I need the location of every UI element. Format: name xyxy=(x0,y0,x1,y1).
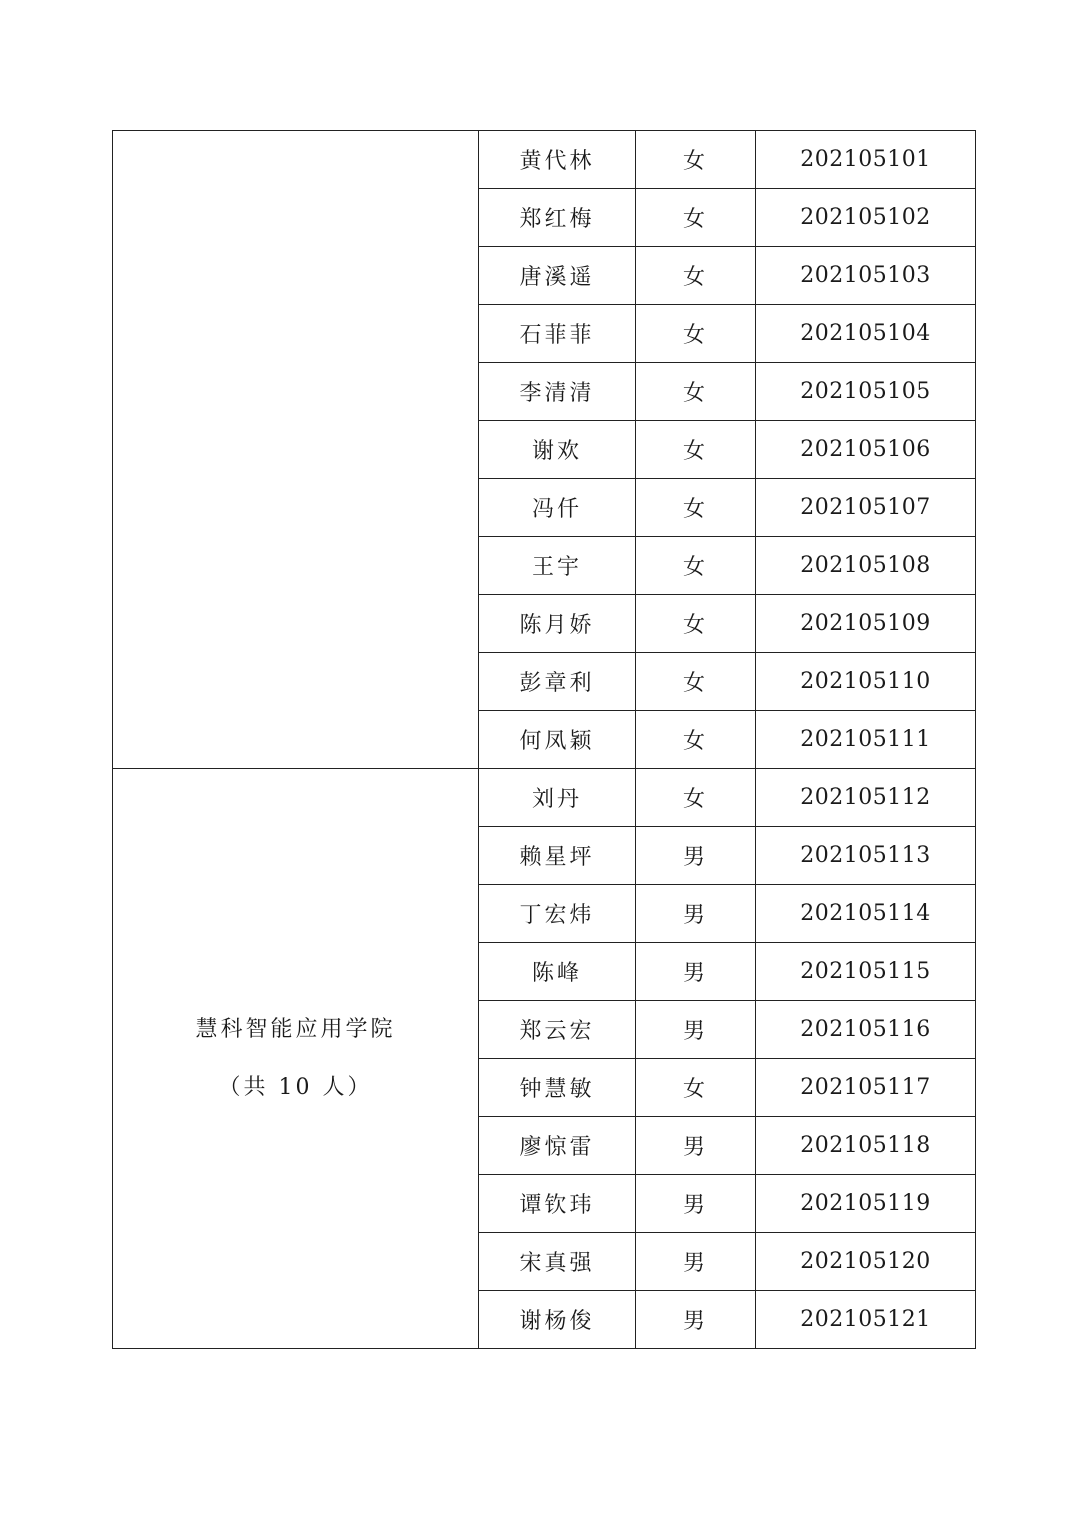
student-id-cell: 202105106 xyxy=(756,421,976,479)
student-id-cell: 202105114 xyxy=(756,885,976,943)
student-gender-cell: 男 xyxy=(636,943,756,1001)
student-id-cell: 202105119 xyxy=(756,1175,976,1233)
student-id-cell: 202105111 xyxy=(756,711,976,769)
student-gender-cell: 女 xyxy=(636,131,756,189)
student-gender-cell: 女 xyxy=(636,711,756,769)
student-gender-cell: 女 xyxy=(636,189,756,247)
college-cell xyxy=(113,769,479,1349)
student-name-cell: 石菲菲 xyxy=(479,305,636,363)
student-id-cell: 202105105 xyxy=(756,363,976,421)
student-name-cell: 廖惊雷 xyxy=(479,1117,636,1175)
student-gender-cell: 女 xyxy=(636,653,756,711)
college-name: 慧科智能应用学院 xyxy=(195,1016,396,1042)
student-name-cell: 王宇 xyxy=(479,537,636,595)
student-gender-cell: 男 xyxy=(636,1001,756,1059)
student-name-cell: 赖星坪 xyxy=(479,827,636,885)
student-id-cell: 202105103 xyxy=(756,247,976,305)
college-cell xyxy=(113,131,479,769)
student-name-cell: 冯仟 xyxy=(479,479,636,537)
table-row xyxy=(113,131,976,189)
student-name-cell: 宋真强 xyxy=(479,1233,636,1291)
student-id-cell: 202105101 xyxy=(756,131,976,189)
student-gender-cell: 女 xyxy=(636,595,756,653)
student-id-cell: 202105117 xyxy=(756,1059,976,1117)
roster-body xyxy=(113,131,976,1349)
student-gender-cell: 男 xyxy=(636,1291,756,1349)
student-id-cell: 202105115 xyxy=(756,943,976,1001)
student-gender-cell: 女 xyxy=(636,363,756,421)
student-roster-table xyxy=(112,130,976,1349)
student-name-cell: 彭章利 xyxy=(479,653,636,711)
student-id-cell: 202105120 xyxy=(756,1233,976,1291)
student-name-cell: 刘丹 xyxy=(479,769,636,827)
student-gender-cell: 女 xyxy=(636,1059,756,1117)
student-name-cell: 郑云宏 xyxy=(479,1001,636,1059)
student-name-cell: 谭钦玮 xyxy=(479,1175,636,1233)
student-name-cell: 何凤颖 xyxy=(479,711,636,769)
student-name-cell: 李清清 xyxy=(479,363,636,421)
student-id-cell: 202105112 xyxy=(756,769,976,827)
student-id-cell: 202105109 xyxy=(756,595,976,653)
student-id-cell: 202105102 xyxy=(756,189,976,247)
student-gender-cell: 女 xyxy=(636,479,756,537)
student-name-cell: 丁宏炜 xyxy=(479,885,636,943)
student-name-cell: 黄代林 xyxy=(479,131,636,189)
student-id-cell: 202105121 xyxy=(756,1291,976,1349)
student-name-cell: 谢杨俊 xyxy=(479,1291,636,1349)
student-id-cell: 202105108 xyxy=(756,537,976,595)
student-name-cell: 唐溪遥 xyxy=(479,247,636,305)
student-id-cell: 202105118 xyxy=(756,1117,976,1175)
college-count: （共 10 人） xyxy=(218,1074,373,1100)
student-name-cell: 钟慧敏 xyxy=(479,1059,636,1117)
student-id-cell: 202105107 xyxy=(756,479,976,537)
student-id-cell: 202105113 xyxy=(756,827,976,885)
student-gender-cell: 男 xyxy=(636,827,756,885)
student-name-cell: 谢欢 xyxy=(479,421,636,479)
student-name-cell: 郑红梅 xyxy=(479,189,636,247)
student-id-cell: 202105110 xyxy=(756,653,976,711)
student-gender-cell: 女 xyxy=(636,537,756,595)
student-gender-cell: 女 xyxy=(636,247,756,305)
student-name-cell: 陈峰 xyxy=(479,943,636,1001)
student-id-cell: 202105104 xyxy=(756,305,976,363)
table-row xyxy=(113,769,976,827)
student-name-cell: 陈月娇 xyxy=(479,595,636,653)
student-gender-cell: 男 xyxy=(636,1117,756,1175)
student-gender-cell: 女 xyxy=(636,769,756,827)
student-gender-cell: 女 xyxy=(636,421,756,479)
student-id-cell: 202105116 xyxy=(756,1001,976,1059)
student-gender-cell: 男 xyxy=(636,1233,756,1291)
student-gender-cell: 女 xyxy=(636,305,756,363)
student-gender-cell: 男 xyxy=(636,885,756,943)
student-gender-cell: 男 xyxy=(636,1175,756,1233)
